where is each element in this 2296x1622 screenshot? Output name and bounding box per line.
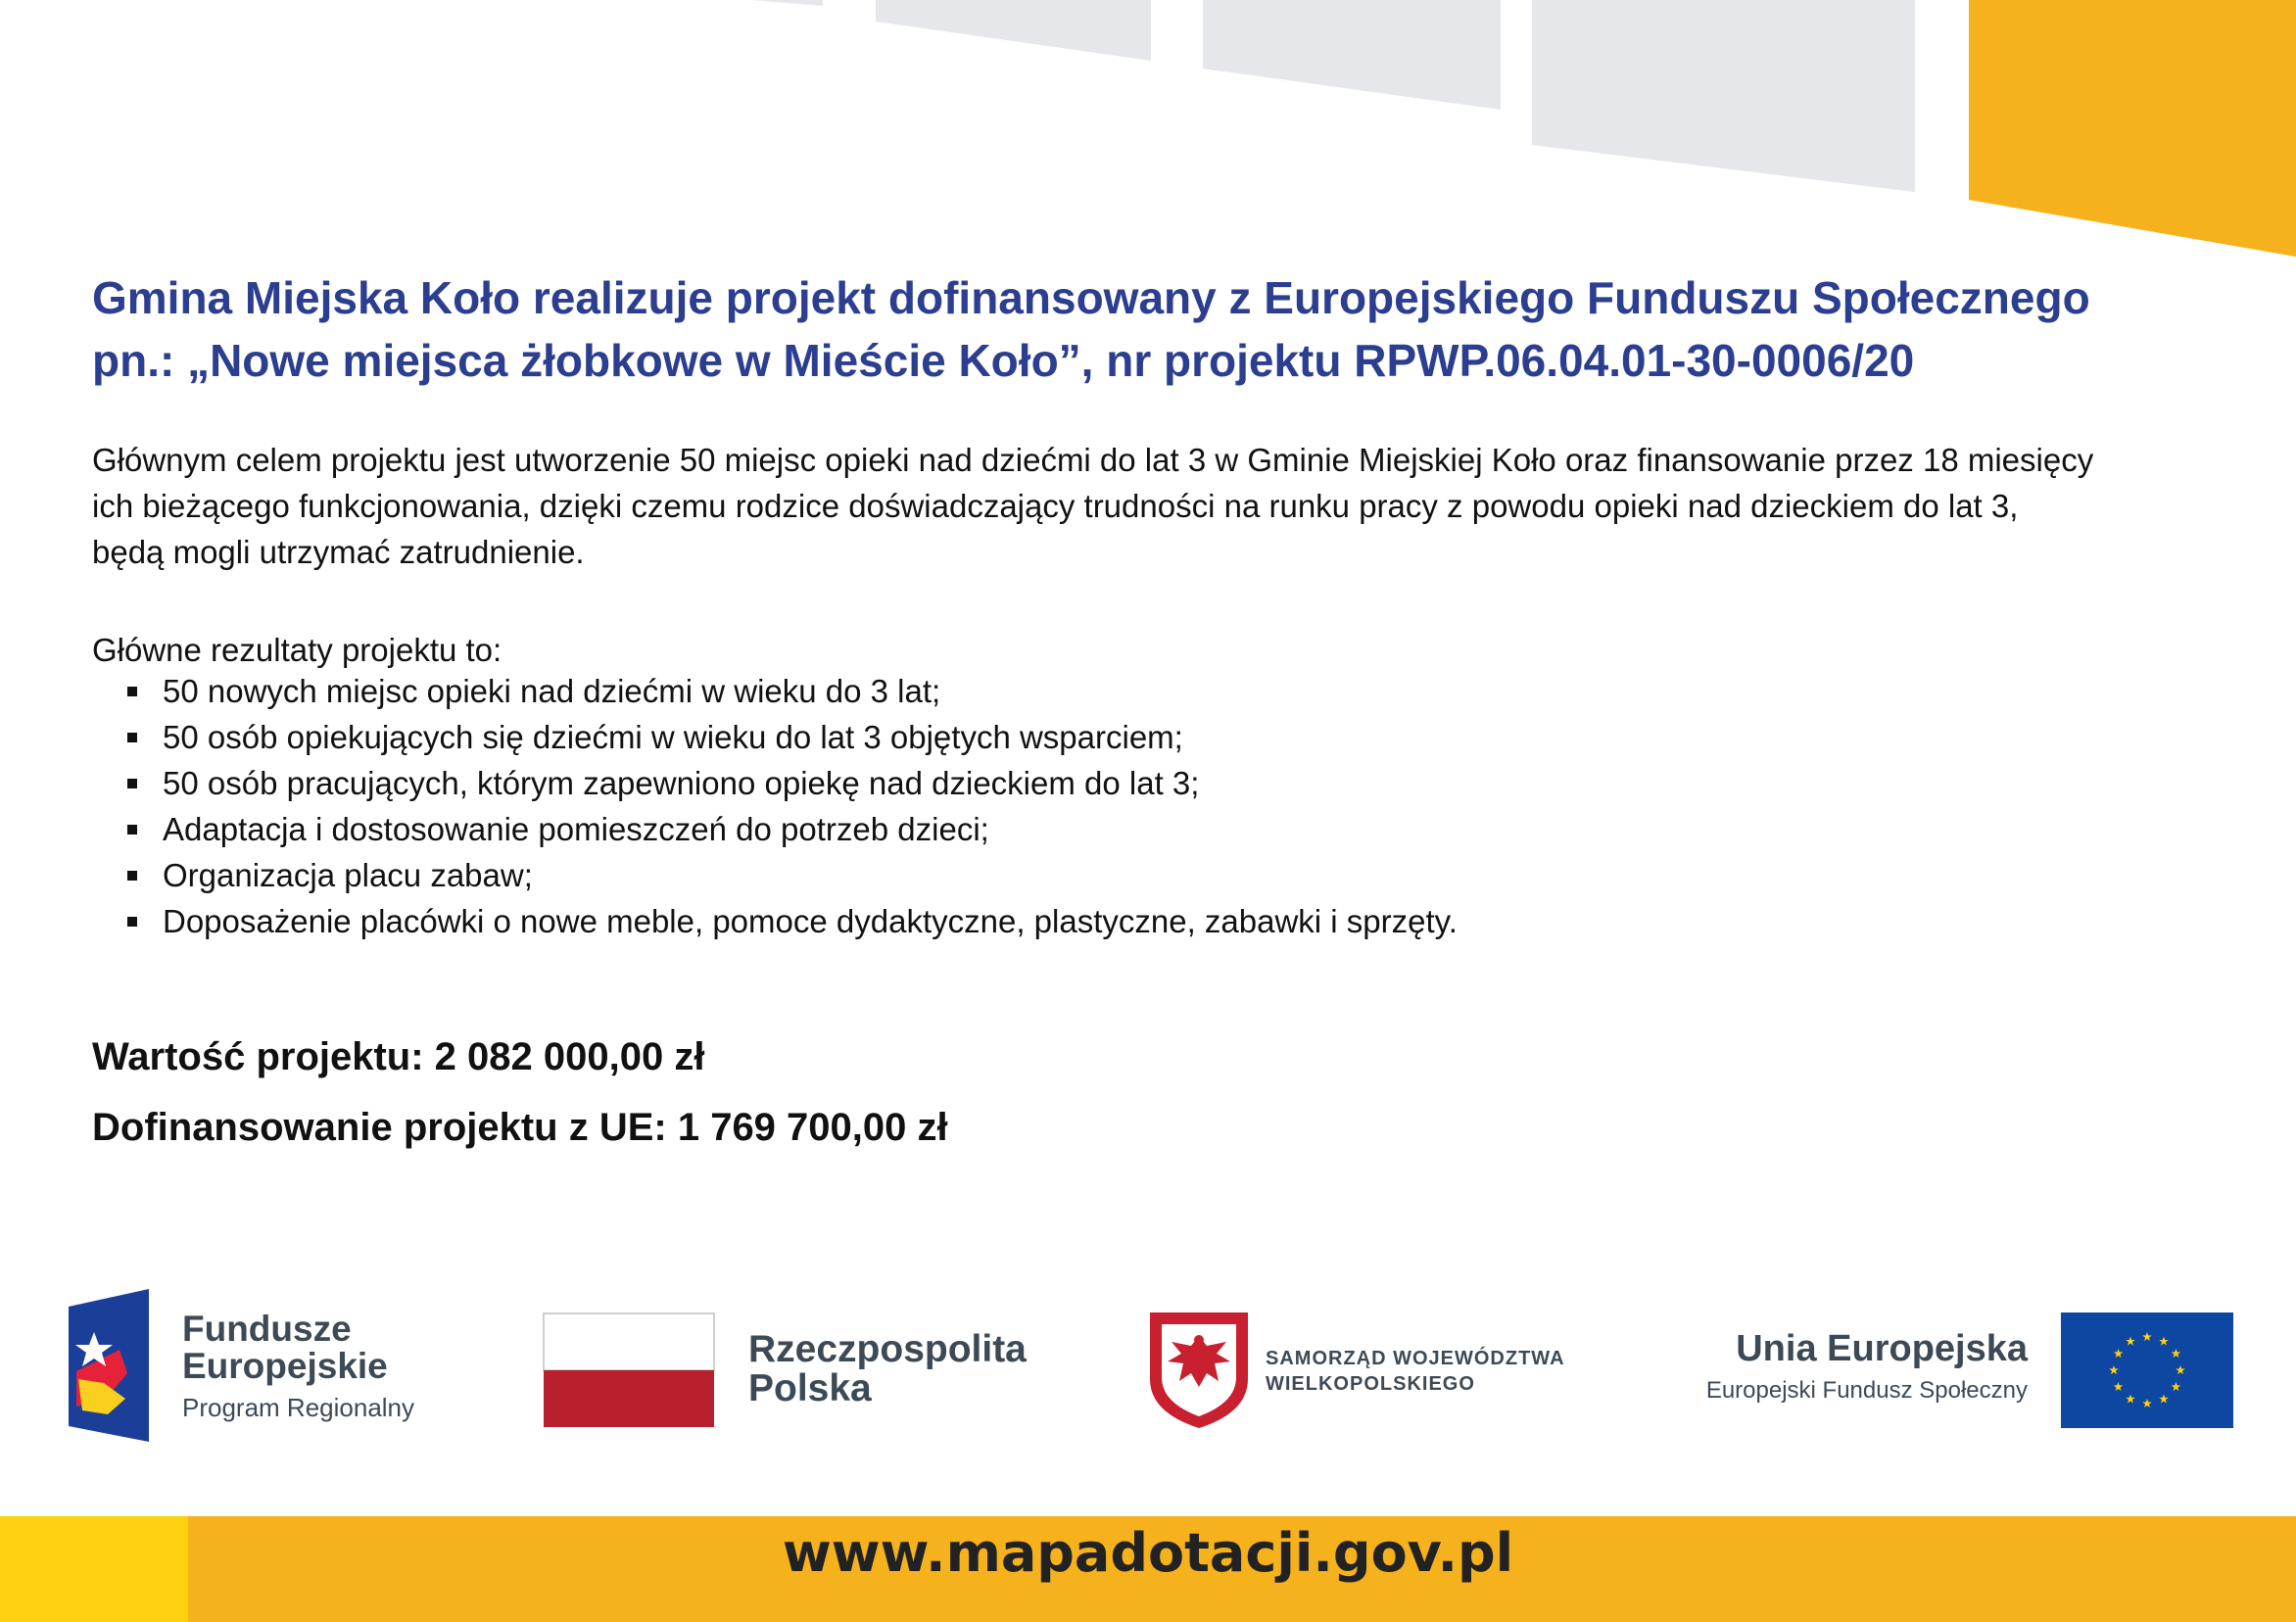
square-bullet-icon [127, 871, 137, 881]
description-line-1: Głównym celem projektu jest utworzenie 50 miejsc opieki nad dziećmi do lat 3 w Gminie Miejskiej Koło oraz finansowanie przez 18 miesięcy [92, 442, 2094, 478]
fe-line-2: Europejskie [182, 1346, 388, 1386]
results-list [92, 668, 1458, 944]
square-bullet-icon [127, 733, 137, 742]
project-value: Wartość projektu: 2 082 000,00 zł [92, 1035, 705, 1078]
decor-gray-band-3 [1203, 0, 1501, 110]
rp-name [748, 1330, 1027, 1408]
results-intro: Główne rezultaty projektu to: [92, 632, 502, 668]
sw-line-1: SAMORZĄD WOJEWÓDZTWA [1266, 1348, 1565, 1369]
project-heading-line-1: Gmina Miejska Koło realizuje projekt dofinansowany z Europejskiego Funduszu Społecznego [92, 272, 2090, 323]
eagle-coat-of-arms-icon [1148, 1311, 1250, 1430]
list-item [92, 852, 1458, 898]
square-bullet-icon [127, 779, 137, 788]
footer-url-link[interactable]: www.mapadotacji.gov.pl [782, 1522, 1514, 1584]
list-item [92, 668, 1458, 714]
project-heading-line-2: pn.: „Nowe miejsca żłobkowe w Mieście Koło”, nr projektu RPWP.06.04.01-30-0006/20 [92, 335, 1915, 386]
project-heading [92, 266, 2267, 392]
list-item-text: 50 nowych miejsc opieki nad dziećmi w wieku do 3 lat; [163, 673, 941, 709]
decor-yellow-band [1969, 0, 2296, 257]
fundusze-europejskie-icon [69, 1289, 149, 1442]
description-line-2: ich bieżącego funkcjonowania, dzięki czemu rodzice doświadczający trudności na runku pracy z powodu opieki nad dzieckiem do lat 3, [92, 488, 2019, 524]
rzeczpospolita-polska-logo [543, 1312, 1052, 1428]
list-item [92, 806, 1458, 852]
list-item [92, 898, 1458, 944]
square-bullet-icon [127, 825, 137, 835]
footer-bar [0, 1516, 2296, 1622]
polish-flag-icon [543, 1312, 715, 1428]
square-bullet-icon [127, 687, 137, 696]
eu-line-2: Europejski Fundusz Społeczny [1705, 1377, 2028, 1404]
list-item-text: 50 osób opiekujących się dziećmi w wieku do lat 3 objętych wsparciem; [163, 719, 1183, 755]
description-line-3: będą mogli utrzymać zatrudnienie. [92, 534, 585, 570]
decor-gray-band-1 [752, 0, 823, 6]
list-item-text: 50 osób pracujących, którym zapewniono opiekę nad dzieckiem do lat 3; [163, 765, 1200, 801]
list-item-text: Organizacja placu zabaw; [163, 857, 533, 893]
fe-line-1: Fundusze [182, 1309, 352, 1349]
square-bullet-icon [127, 917, 137, 927]
header-decoration [0, 0, 2296, 274]
list-item [92, 714, 1458, 760]
unia-europejska-logo [1646, 1312, 2233, 1430]
list-item-text: Adaptacja i dostosowanie pomieszczeń do potrzeb dzieci; [163, 811, 989, 847]
rp-line-1: Rzeczpospolita [748, 1328, 1027, 1370]
project-description [92, 437, 2267, 575]
list-item [92, 760, 1458, 806]
eu-funding-value: Dofinansowanie projektu z UE: 1 769 700,00 zł [92, 1106, 948, 1149]
list-item-text: Doposażenie placówki o nowe meble, pomoce dydaktyczne, plastyczne, zabawki i sprzęty. [163, 903, 1458, 939]
sw-line-2: WIELKOPOLSKIEGO [1266, 1373, 1475, 1395]
fe-line-3: Program Regionalny [182, 1393, 415, 1422]
fundusze-europejskie-logo [69, 1287, 460, 1444]
eu-flag-icon [2061, 1312, 2233, 1428]
fe-name [182, 1311, 388, 1385]
rp-line-2: Polska [748, 1367, 872, 1409]
sw-name [1266, 1346, 1565, 1397]
decor-gray-band-2 [876, 0, 1151, 61]
decor-gray-band-4 [1532, 0, 1915, 192]
eu-line-1: Unia Europejska [1736, 1328, 2028, 1369]
samorzad-logo [1148, 1311, 1565, 1430]
